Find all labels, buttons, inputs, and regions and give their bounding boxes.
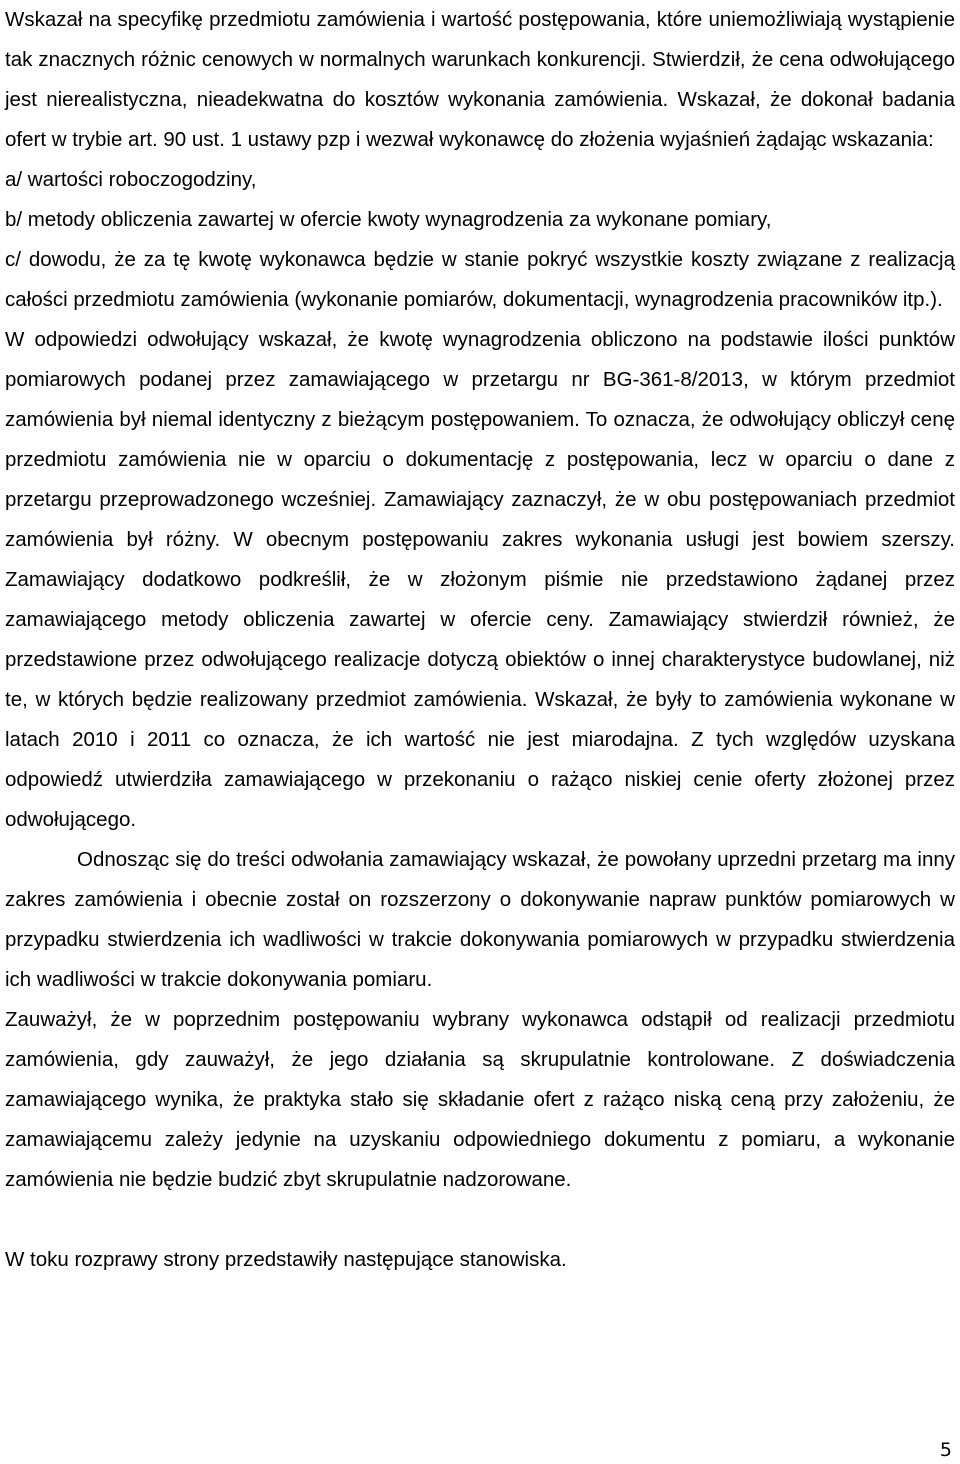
- body-text: [5, 0, 955, 1280]
- paragraph-response: W odpowiedzi odwołujący wskazał, że kwotę wynagrodzenia obliczono na podstawie ilości punktów pomiarowych podanej przez zamawiającego w przetargu nr BG-361-8/2013, w którym przedmiot zamówienia był niemal identyczny z bieżącym postępowaniem. To oznacza, że odwołujący obliczył cenę przedmiotu zamówienia nie w oparciu o dokumentację z postępowania, lecz w oparciu o dane z przetargu przeprowadzonego wcześniej. Zamawiający zaznaczył, że w obu postępowaniach przedmiot zamówienia był różny. W obecnym postępowaniu zakres wykonania usługi jest bowiem szerszy. Zamawiający dodatkowo podkreślił, że w złożonym piśmie nie przedstawiono żądanej przez zamawiającego metody obliczenia zawartej w ofercie ceny. Zamawiający stwierdził również, że przedstawione przez odwołującego realizacje dotyczą obiektów o innej charakterystyce budowlanej, niż te, w których będzie realizowany przedmiot zamówienia. Wskazał, że były to zamówienia wykonane w latach 2010 i 2011 co oznacza, że ich wartość nie jest miarodajna. Z tych względów uzyskana odpowiedź utwierdziła zamawiającego w przekonaniu o rażąco niskiej cenie oferty złożonej przez odwołującego.: [5, 328, 955, 831]
- paragraph-appeal-reference: Odnosząc się do treści odwołania zamawiający wskazał, że powołany uprzedni przetarg ma inny zakres zamówienia i obecnie został on rozszerzony o dokonywanie napraw punktów pomiarowych w przypadku stwierdzenia ich wadliwości w trakcie dokonywania pomiarowych w przypadku stwierdzenia ich wadliwości w trakcie dokonywania pomiaru.: [5, 848, 955, 991]
- list-item-c: c/ dowodu, że za tę kwotę wykonawca będzie w stanie pokryć wszystkie koszty związane z realizacją całości przedmiotu zamówienia (wykonanie pomiarów, dokumentacji, wynagrodzenia pracowników itp.).: [5, 248, 955, 311]
- paragraph-hearing: W toku rozprawy strony przedstawiły następujące stanowiska.: [5, 1248, 567, 1271]
- list-item-b: b/ metody obliczenia zawartej w ofercie kwoty wynagrodzenia za wykonane pomiary,: [5, 208, 772, 231]
- page-number: 5: [939, 1439, 952, 1461]
- paragraph-intro: Wskazał na specyfikę przedmiotu zamówienia i wartość postępowania, które uniemożliwiają wystąpienie tak znacznych różnic cenowych w normalnych warunkach konkurencji. Stwierdził, że cena odwołującego jest nierealistyczna, nieadekwatna do kosztów wykonania zamówienia. Wskazał, że dokonał badania ofert w trybie art. 90 ust. 1 ustawy pzp i wezwał wykonawcę do złożenia wyjaśnień żądając wskazania:: [5, 8, 955, 151]
- paragraph-observation: Zauważył, że w poprzednim postępowaniu wybrany wykonawca odstąpił od realizacji przedmiotu zamówienia, gdy zauważył, że jego działania są skrupulatnie kontrolowane. Z doświadczenia zamawiającego wynika, że praktyka stało się składanie ofert z rażąco niską ceną przy założeniu, że zamawiającemu zależy jedynie na uzyskaniu odpowiedniego dokumentu z pomiaru, a wykonanie zamówienia nie będzie budzić zbyt skrupulatnie nadzorowane.: [5, 1008, 955, 1191]
- list-item-a: a/ wartości roboczogodziny,: [5, 168, 257, 191]
